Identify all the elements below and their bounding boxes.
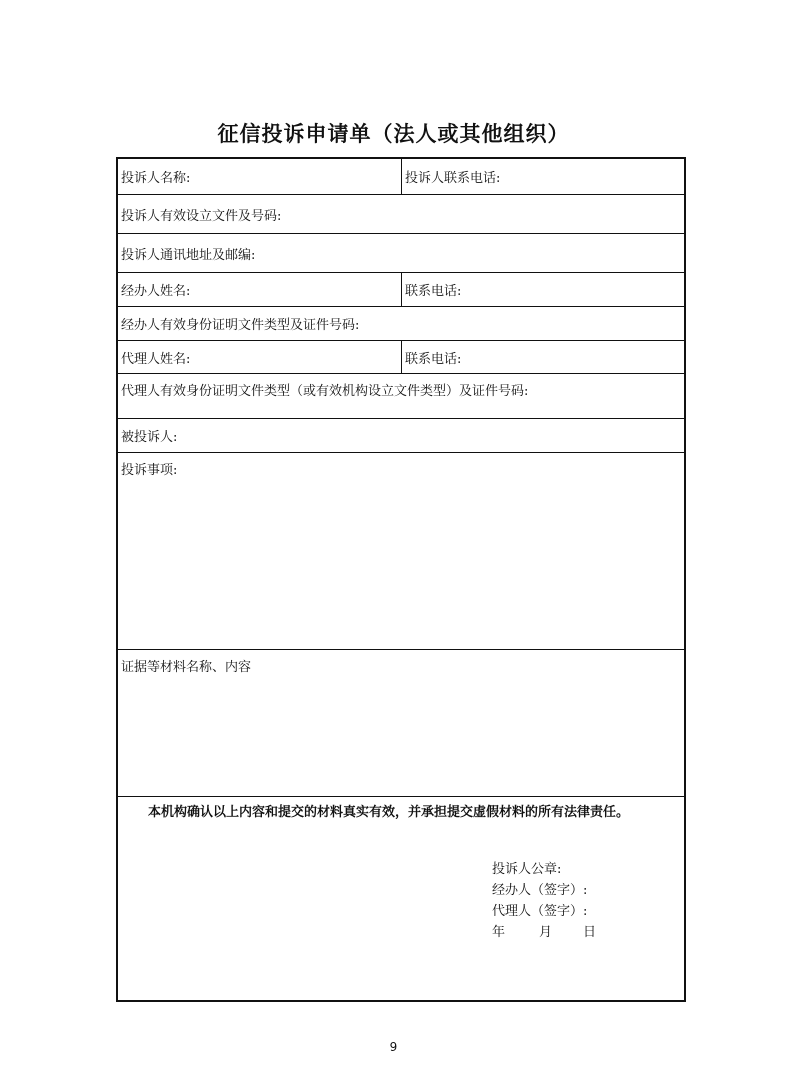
handler-phone-field[interactable]: 联系电话:: [401, 273, 684, 306]
complainant-address-field[interactable]: 投诉人通讯地址及邮编:: [121, 247, 256, 263]
declaration-text: 本机构确认以上内容和提交的材料真实有效，并承担提交虚假材料的所有法律责任。: [148, 805, 630, 820]
seal-label: 投诉人公章:: [492, 862, 562, 877]
row-complaint-matter: [118, 453, 684, 650]
signature-block: [492, 859, 596, 943]
date-month-label: 月: [539, 925, 553, 940]
row-complainant-address: [118, 234, 684, 273]
row-evidence: [118, 650, 684, 797]
handler-sign-label: 经办人（签字）:: [492, 883, 588, 898]
date-line: [492, 922, 596, 943]
agent-id-field[interactable]: 代理人有效身份证明文件类型（或有效机构设立文件类型）及证件号码:: [121, 384, 529, 399]
row-respondent: [118, 419, 684, 453]
handler-id-field[interactable]: 经办人有效身份证明文件类型及证件号码:: [121, 318, 360, 333]
row-agent-name: [118, 341, 684, 374]
evidence-field[interactable]: 证据等材料名称、内容: [121, 660, 252, 675]
date-day-label: 日: [583, 925, 597, 940]
form-title: 征信投诉申请单（法人或其他组织）: [217, 121, 570, 146]
complainant-name-field[interactable]: 投诉人名称:: [121, 171, 191, 186]
complaint-matter-field[interactable]: 投诉事项:: [121, 463, 178, 478]
agent-phone-field[interactable]: 联系电话:: [401, 341, 684, 373]
agent-sign-label: 代理人（签字）:: [492, 904, 588, 919]
page-number: 9: [389, 1040, 398, 1054]
row-handler-id: [118, 307, 684, 341]
respondent-field[interactable]: 被投诉人:: [121, 430, 178, 445]
complaint-form-table: [116, 157, 686, 1002]
complainant-doc-field[interactable]: 投诉人有效设立文件及号码:: [121, 208, 282, 224]
complainant-phone-field[interactable]: 投诉人联系电话:: [401, 159, 684, 194]
row-handler-name: [118, 273, 684, 307]
handler-name-field[interactable]: 经办人姓名:: [121, 284, 191, 299]
row-declaration: [118, 797, 684, 1000]
row-complainant-doc: [118, 195, 684, 234]
agent-name-field[interactable]: 代理人姓名:: [121, 351, 191, 367]
row-agent-id: [118, 374, 684, 419]
date-year-label: 年: [492, 925, 506, 940]
row-complainant-name: [118, 159, 684, 195]
